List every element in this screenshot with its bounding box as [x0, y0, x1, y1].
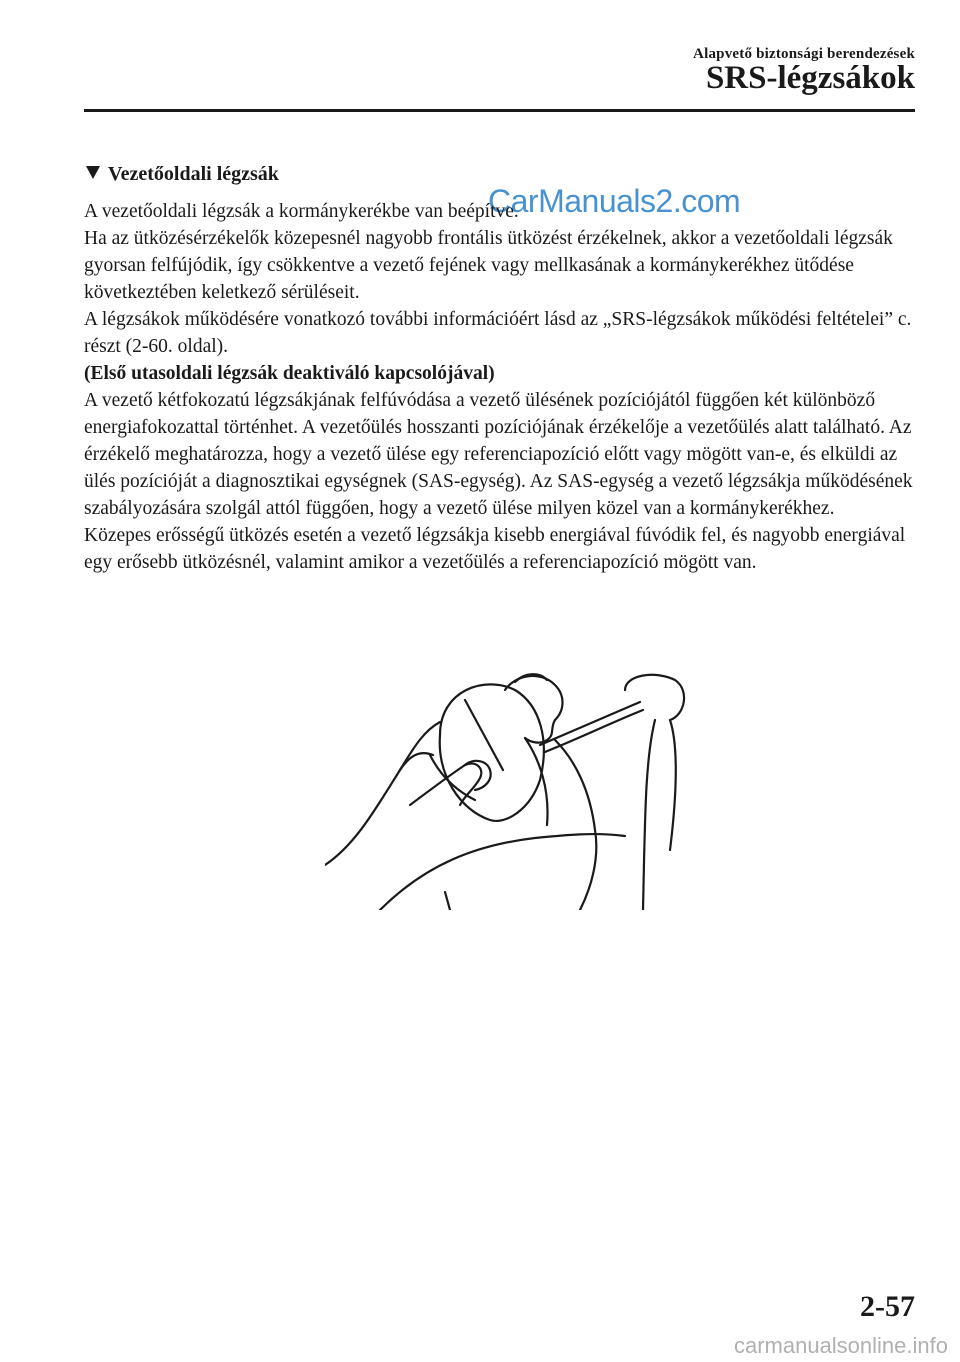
page-title: SRS-légzsákok — [705, 60, 915, 96]
driver-torso — [555, 740, 596, 910]
body-text — [84, 198, 914, 576]
seat-back-2 — [670, 720, 676, 850]
triangle-bullet-icon — [86, 166, 100, 179]
seat-belt — [540, 702, 640, 745]
seat-back — [643, 720, 655, 910]
header-section: Alapvető biztonsági berendezések — [693, 46, 915, 62]
page-number: 2-57 — [860, 1290, 915, 1323]
watermark-bottom: carmanualsonline.info — [733, 1333, 948, 1358]
dashboard-line — [325, 722, 440, 865]
airbag-fold — [465, 700, 503, 770]
paragraph-2: Ha az ütközésérzékelők közepesnél nagyobb frontális ütközést érzékelnek, akkor a vezetőoldali légzsák gyorsan felfújódik, így csökkentve a vezető fejének vagy mellkasának a kormánykerékhez ütődése következtében keletkező sérüléseit. — [84, 228, 893, 303]
paragraph-1: A vezetőoldali légzsák a kormánykerékbe van beépítve. — [84, 201, 519, 222]
section-heading-text: Vezetőoldali légzsák — [108, 163, 279, 185]
paragraph-5: Közepes erősségű ütközés esetén a vezető légzsákja kisebb energiával fúvódik fel, és nagyobb energiával egy erősebb ütközésnél, valamint amikor a vezetőülés a referenciapozíció mögött van. — [84, 525, 906, 573]
airbag-illustration — [325, 660, 700, 910]
seat-cushion — [380, 834, 625, 910]
driver-leg — [445, 892, 450, 910]
watermark-top: CarManuals2.com — [488, 183, 741, 219]
airbag-shape — [440, 684, 544, 821]
subheading: (Első utasoldali légzsák deaktiváló kapcsolójával) — [84, 363, 495, 384]
header-rule — [84, 109, 915, 112]
paragraph-4: A vezető kétfokozatú légzsákjának felfúvódása a vezető ülésének pozíciójától függően két különböző energiafokozattal történhet. A vezetőülés hosszanti pozíciójának érzékelője a vezetőülés alatt található. Az érzékelő meghatározza, hogy a vezető ülése egy referenciapozíció előtt vagy mögött van-e, és elküldi az ülés pozícióját a diagnosztikai egységnek (SAS-egység). Az SAS-egység a vezető légzsákja működésének szabályozására szolgál attól függően, hogy a vezető ülése milyen közel van a kormánykerékhez. — [84, 390, 913, 519]
paragraph-3: A légzsákok működésére vonatkozó további információért lásd az „SRS-légzsákok működési feltételei” c. részt (2-60. oldal). — [84, 309, 912, 357]
section-heading — [86, 163, 279, 186]
